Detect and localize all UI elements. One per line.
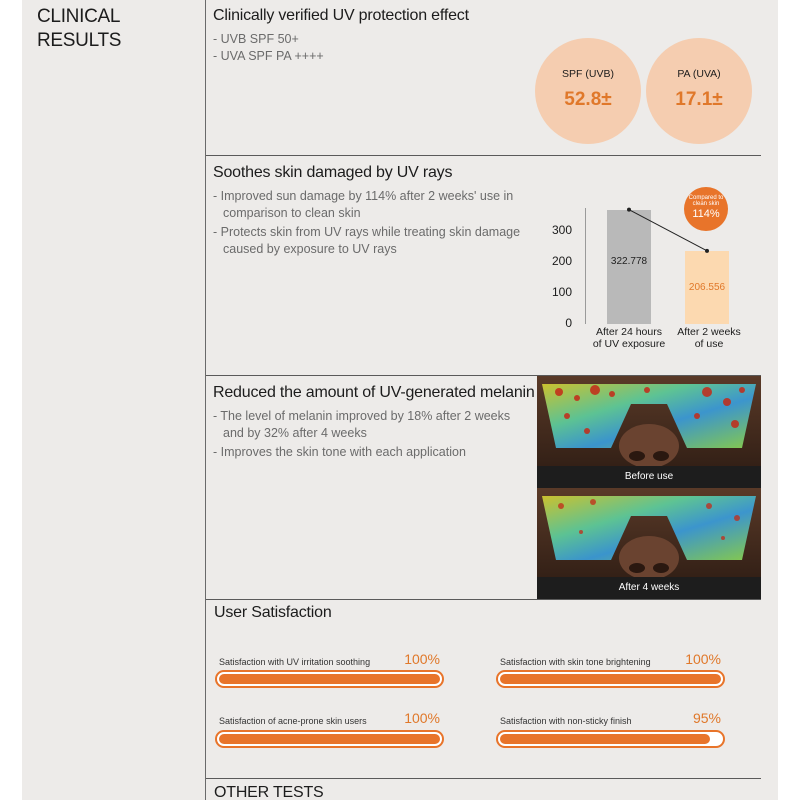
x-label-24h-line-2: of UV exposure (592, 338, 666, 350)
sat-pct-non-sticky: 95% (692, 710, 721, 726)
sat-label-uv-soothing: Satisfaction with UV irritation soothing (219, 657, 371, 667)
y-tick-300: 300 (551, 223, 572, 237)
sat-pct-uv-soothing: 100% (404, 651, 440, 667)
section-divider-4 (206, 778, 761, 779)
melanin-bullet-1-cont: and by 32% after 4 weeks (223, 426, 367, 440)
soothes-bullet-1-cont: comparison to clean skin (223, 206, 361, 220)
y-tick-100: 100 (551, 285, 572, 299)
x-label-2weeks-line-1: After 2 weeks (677, 326, 741, 338)
trend-point-2 (705, 249, 709, 253)
soothes-bullet-1 (213, 188, 533, 222)
soothes-bullet-1-first: - Improved sun damage by 114% after 2 weeks' use in (213, 189, 514, 203)
damage-bar-chart (545, 190, 765, 355)
sat-fill-uv-soothing (219, 674, 440, 684)
uv-section-title: Clinically verified UV protection effect (213, 7, 469, 24)
badge-value: 114% (692, 208, 720, 220)
other-tests-title: OTHER TESTS (214, 784, 324, 800)
section-divider-3 (206, 599, 761, 600)
pa-circle (646, 38, 752, 144)
pa-value: 17.1± (675, 89, 723, 110)
heading-line-1: CLINICAL (37, 6, 121, 27)
sat-fill-tone-brightening (500, 674, 721, 684)
spf-value: 52.8± (564, 89, 612, 110)
pa-label: PA (UVA) (677, 68, 721, 80)
sat-label-non-sticky: Satisfaction with non-sticky finish (500, 716, 632, 726)
melanin-bullet-1 (213, 408, 533, 442)
badge-label: Compared to clean skin (688, 195, 724, 207)
sat-pct-tone-brightening: 100% (685, 651, 721, 667)
uv-bullet-1: - UVB SPF 50+ (213, 32, 299, 46)
sat-label-acne-prone: Satisfaction of acne-prone skin users (219, 716, 367, 726)
x-label-24h (587, 326, 671, 350)
melanin-bullet-1-first: - The level of melanin improved by 18% after 2 weeks (213, 409, 511, 423)
sat-bar-non-sticky (496, 730, 725, 748)
uv-bullet-2: - UVA SPF PA ++++ (213, 49, 324, 63)
sat-bar-uv-soothing (215, 670, 444, 688)
sat-bar-tone-brightening (496, 670, 725, 688)
sat-fill-acne-prone (219, 734, 440, 744)
spf-circle (535, 38, 641, 144)
bar-2weeks-value: 206.556 (688, 281, 726, 293)
melanin-bullet-2: - Improves the skin tone with each application (213, 445, 466, 459)
heading-line-2: RESULTS (37, 30, 122, 51)
column-divider (205, 0, 206, 800)
after-4-weeks-caption: After 4 weeks (537, 577, 761, 599)
sat-fill-non-sticky (500, 734, 710, 744)
trend-point-1 (627, 208, 631, 212)
before-use-caption: Before use (537, 466, 761, 488)
comparison-badge (684, 187, 728, 231)
after-4-weeks-image (537, 488, 761, 599)
sat-pct-acne-prone: 100% (404, 710, 440, 726)
section-divider-1 (206, 155, 761, 156)
x-label-2weeks-line-2: of use (694, 338, 724, 350)
satisfaction-section-title: User Satisfaction (214, 604, 332, 621)
soothes-section-title: Soothes skin damaged by UV rays (213, 164, 453, 181)
x-label-2weeks (669, 326, 749, 350)
y-tick-200: 200 (551, 254, 572, 268)
soothes-bullet-2-first: - Protects skin from UV rays while treating skin damage (213, 225, 521, 239)
sat-bar-acne-prone (215, 730, 444, 748)
melanin-section-title: Reduced the amount of UV-generated melanin (213, 384, 535, 401)
sat-label-tone-brightening: Satisfaction with skin tone brightening (500, 657, 651, 667)
soothes-bullet-2 (213, 224, 533, 258)
y-tick-0: 0 (565, 316, 572, 330)
spf-label: SPF (UVB) (562, 68, 614, 80)
x-label-24h-line-1: After 24 hours (596, 326, 662, 338)
before-use-image (537, 376, 761, 488)
page-heading (37, 5, 187, 53)
soothes-bullet-2-cont: caused by exposure to UV rays (223, 242, 397, 256)
bar-24h-uv-value: 322.778 (610, 255, 648, 267)
